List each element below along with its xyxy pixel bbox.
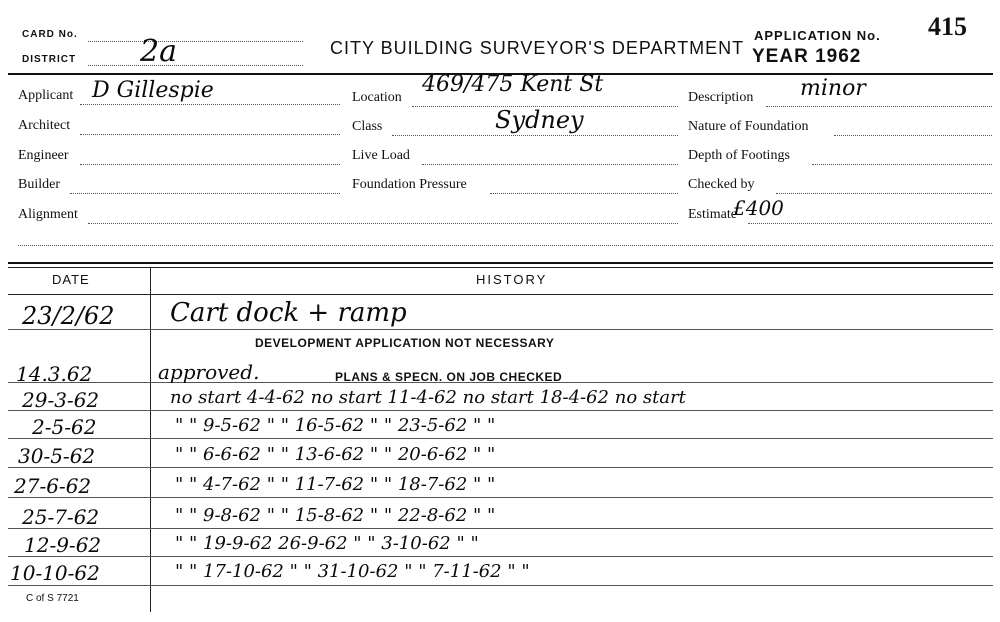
row-history: " " 17-10-62 " " 31-10-62 " " 7-11-62 " " — [175, 561, 530, 582]
estimate-line — [748, 223, 992, 224]
year-label: YEAR 1962 — [752, 46, 862, 67]
district-line — [88, 65, 303, 66]
row-date: 10-10-62 — [10, 561, 100, 585]
architect-label: Architect — [18, 118, 71, 133]
engineer-line — [80, 164, 340, 165]
location-value: 469/475 Kent St — [422, 72, 604, 97]
row-date: 12-9-62 — [24, 533, 102, 557]
applicant-value: D Gillespie — [92, 78, 214, 103]
row-line — [8, 528, 993, 529]
row-history: " " 6-6-62 " " 13-6-62 " " 20-6-62 " " — [175, 444, 496, 465]
row-date: 14.3.62 — [16, 362, 93, 386]
estimate-label: Estimate — [688, 207, 737, 222]
table-top-rule-2 — [8, 267, 993, 268]
row-line — [8, 438, 993, 439]
plans-stamp: PLANS & SPECN. ON JOB CHECKED — [335, 370, 563, 384]
builder-label: Builder — [18, 177, 60, 192]
alignment-label: Alignment — [18, 207, 78, 222]
district-value: 2a — [140, 34, 177, 69]
row-date: 25-7-62 — [22, 505, 100, 529]
location-value-2: Sydney — [495, 106, 584, 134]
applicant-line — [80, 104, 340, 105]
department-title: CITY BUILDING SURVEYOR'S DEPARTMENT — [330, 38, 745, 58]
nature-of-foundation-label: Nature of Foundation — [688, 119, 809, 134]
depth-of-footings-label: Depth of Footings — [688, 148, 790, 163]
row-line — [8, 467, 993, 468]
estimate-value: £400 — [733, 196, 784, 220]
description-line — [766, 106, 992, 107]
live-load-label: Live Load — [352, 148, 410, 163]
location-label: Location — [352, 90, 402, 105]
live-load-line — [422, 164, 678, 165]
description-label: Description — [688, 90, 754, 105]
row-date: 30-5-62 — [18, 444, 96, 468]
row-history: " " 4-7-62 " " 11-7-62 " " 18-7-62 " " — [175, 474, 496, 495]
row-line — [8, 556, 993, 557]
row-history: " " 19-9-62 26-9-62 " " 3-10-62 " " — [175, 533, 479, 554]
date-header: DATE — [52, 272, 90, 287]
row-date: 27-6-62 — [14, 474, 92, 498]
depth-of-footings-line — [812, 164, 992, 165]
form-code: C of S 7721 — [26, 593, 79, 604]
architect-line — [80, 134, 340, 135]
nature-of-foundation-line — [834, 135, 992, 136]
description-value: minor — [800, 76, 866, 101]
development-stamp: DEVELOPMENT APPLICATION NOT NECESSARY — [255, 336, 555, 350]
applicant-label: Applicant — [18, 88, 74, 103]
row-line — [8, 329, 993, 330]
row-line — [8, 585, 993, 586]
engineer-label: Engineer — [18, 148, 69, 163]
date-column-divider — [150, 267, 151, 612]
row-line — [8, 410, 993, 411]
row-date: 29-3-62 — [22, 388, 100, 412]
card-no-line — [88, 41, 303, 42]
application-no-label: APPLICATION No. — [754, 28, 881, 43]
table-top-rule — [8, 262, 993, 264]
history-header: HISTORY — [476, 272, 548, 287]
checked-by-label: Checked by — [688, 177, 755, 192]
foundation-pressure-label: Foundation Pressure — [352, 177, 467, 192]
row-history: approved. — [158, 360, 260, 384]
row-date: 2-5-62 — [32, 415, 97, 439]
district-label: DISTRICT — [22, 54, 77, 65]
row-history: Cart dock + ramp — [170, 298, 407, 328]
checked-by-line — [776, 193, 992, 194]
row-history: " " 9-5-62 " " 16-5-62 " " 23-5-62 " " — [175, 415, 496, 436]
table-header-rule — [8, 294, 993, 295]
builder-line — [70, 193, 340, 194]
row-date: 23/2/62 — [22, 302, 115, 330]
row-history: " " 9-8-62 " " 15-8-62 " " 22-8-62 " " — [175, 505, 496, 526]
card-no-label: CARD No. — [22, 29, 78, 40]
class-line — [392, 135, 678, 136]
class-label: Class — [352, 119, 383, 134]
extra-line — [18, 245, 993, 246]
row-history: no start 4-4-62 no start 11-4-62 no start 18-4-62 no start — [170, 387, 686, 408]
foundation-pressure-line — [490, 193, 678, 194]
alignment-line — [88, 223, 678, 224]
application-number: 415 — [928, 12, 967, 41]
row-line — [8, 497, 993, 498]
